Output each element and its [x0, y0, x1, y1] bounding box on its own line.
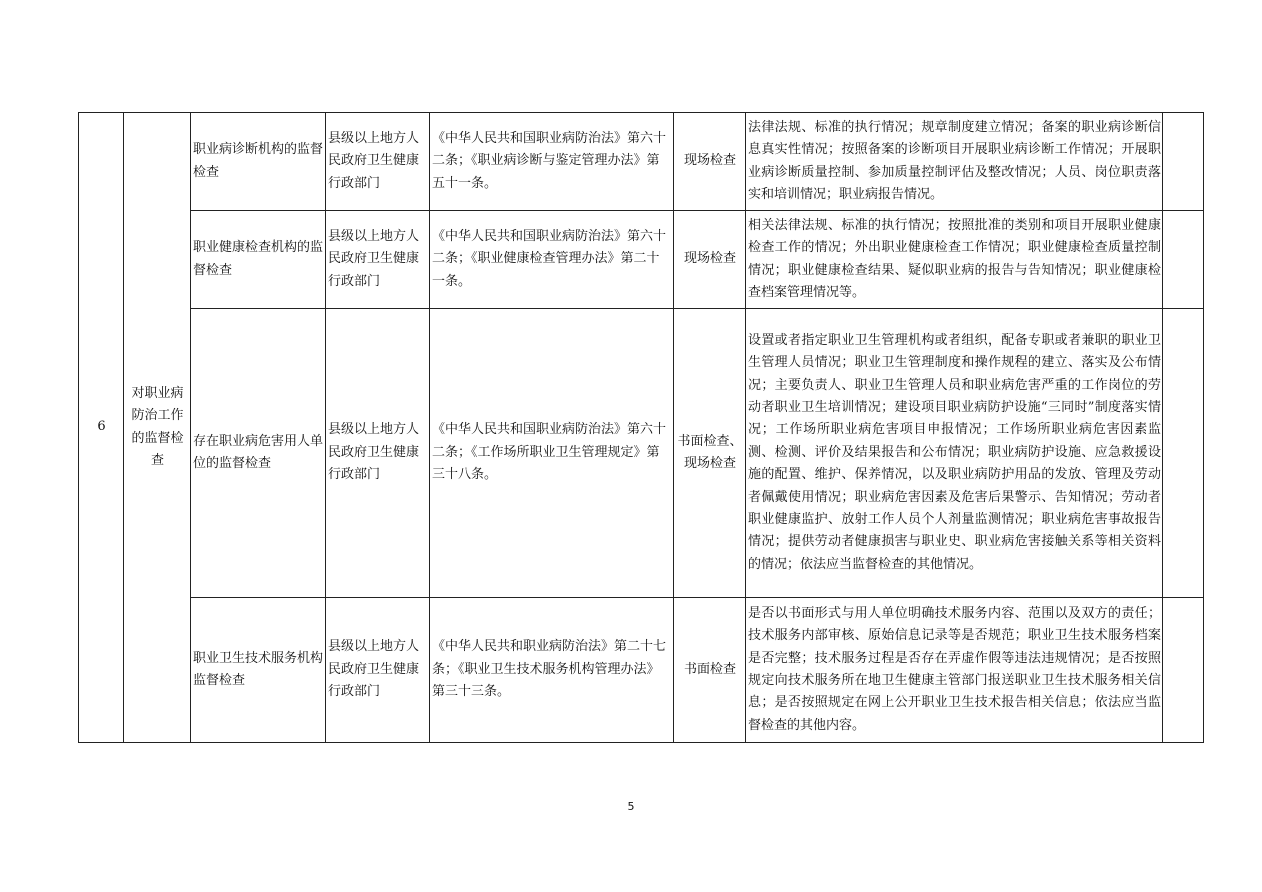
remark-cell [1163, 598, 1204, 743]
item-cell: 存在职业病危害用人单位的监督检查 [191, 309, 326, 598]
item-cell: 职业健康检查机构的监督检查 [191, 211, 326, 309]
item-cell: 职业病诊断机构的监督检查 [191, 113, 326, 211]
table-row [79, 598, 1204, 743]
remark-cell [1163, 211, 1204, 309]
page-number: 5 [627, 800, 635, 813]
serial-number-cell: 6 [79, 113, 124, 743]
item-cell: 职业卫生技术服务机构监督检查 [191, 598, 326, 743]
subject-cell: 县级以上地方人民政府卫生健康行政部门 [326, 598, 430, 743]
method-cell: 书面检查、现场检查 [674, 309, 746, 598]
content-cell: 是否以书面形式与用人单位明确技术服务内容、范围以及双方的责任；技术服务内部审核、原始信息记录等是否规范；职业卫生技术服务档案是否完整；技术服务过程是否存在弄虚作假等违法违规情况；是否按照规定向技术服务所在地卫生健康主管部门报送职业卫生技术服务相关信息；是否按照规定在网上公开职业卫生技术报告相关信息；依法应当监督检查的其他内容。 [746, 598, 1163, 743]
basis-cell: 《中华人民共和职业病防治法》第二十七条；《职业卫生技术服务机构管理办法》第三十三条。 [430, 598, 674, 743]
supervision-table [78, 112, 1204, 743]
table-row [79, 211, 1204, 309]
basis-cell: 《中华人民共和国职业病防治法》第六十二条；《职业病诊断与鉴定管理办法》第五十一条。 [430, 113, 674, 211]
content-cell: 法律法规、标准的执行情况；规章制度建立情况；备案的职业病诊断信息真实性情况；按照备案的诊断项目开展职业病诊断工作情况；开展职业病诊断质量控制、参加质量控制评估及整改情况；人员、岗位职责落实和培训情况；职业病报告情况。 [746, 113, 1163, 211]
basis-cell: 《中华人民共和国职业病防治法》第六十二条；《职业健康检查管理办法》第二十一条。 [430, 211, 674, 309]
table-row [79, 309, 1204, 598]
content-cell: 设置或者指定职业卫生管理机构或者组织，配备专职或者兼职的职业卫生管理人员情况；职业卫生管理制度和操作规程的建立、落实及公布情况；主要负责人、职业卫生管理人员和职业病危害严重的工作岗位的劳动者职业卫生培训情况；建设项目职业病防护设施“三同时”制度落实情况；工作场所职业病危害项目申报情况；工作场所职业病危害因素监测、检测、评价及结果报告和公布情况；职业病防护设施、应急救援设施的配置、维护、保养情况，以及职业病防护用品的发放、管理及劳动者佩戴使用情况；职业病危害因素及危害后果警示、告知情况；劳动者职业健康监护、放射工作人员个人剂量监测情况；职业病危害事故报告情况；提供劳动者健康损害与职业史、职业病危害接触关系等相关资料的情况；依法应当监督检查的其他情况。 [746, 309, 1163, 598]
method-cell: 现场检查 [674, 211, 746, 309]
remark-cell [1163, 113, 1204, 211]
subject-cell: 县级以上地方人民政府卫生健康行政部门 [326, 309, 430, 598]
basis-cell: 《中华人民共和国职业病防治法》第六十二条；《工作场所职业卫生管理规定》第三十八条。 [430, 309, 674, 598]
subject-cell: 县级以上地方人民政府卫生健康行政部门 [326, 113, 430, 211]
table-row [79, 113, 1204, 211]
subject-cell: 县级以上地方人民政府卫生健康行政部门 [326, 211, 430, 309]
category-cell: 对职业病防治工作的监督检查 [124, 113, 191, 743]
method-cell: 书面检查 [674, 598, 746, 743]
content-cell: 相关法律法规、标准的执行情况；按照批准的类别和项目开展职业健康检查工作的情况；外出职业健康检查工作情况；职业健康检查质量控制情况；职业健康检查结果、疑似职业病的报告与告知情况；职业健康检查档案管理情况等。 [746, 211, 1163, 309]
method-cell: 现场检查 [674, 113, 746, 211]
remark-cell [1163, 309, 1204, 598]
